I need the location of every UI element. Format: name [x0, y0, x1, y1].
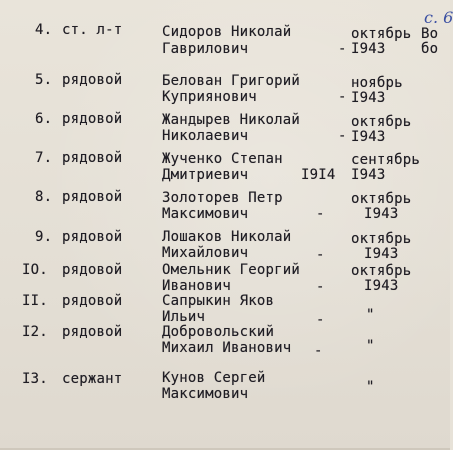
record-ditto-mark: "	[366, 307, 375, 323]
record-dash: -	[338, 89, 347, 105]
record-month: октябрь	[351, 191, 412, 207]
record-dash: -	[314, 343, 323, 359]
record-number: I2.	[22, 324, 48, 340]
record-ditto-mark: "	[366, 379, 375, 395]
record-year: I943	[351, 129, 386, 145]
record-number: 4.	[35, 22, 53, 38]
record-dash: -	[316, 247, 325, 263]
record-number: 9.	[35, 229, 53, 245]
record-number: 5.	[35, 72, 53, 88]
record-name-line2: Михайлович	[162, 245, 249, 261]
record-name-line2: Иванович	[162, 278, 232, 294]
record-rank: рядовой	[62, 189, 123, 205]
record-year: I943	[364, 206, 399, 222]
record-number: 8.	[35, 189, 53, 205]
record-name-line1: Кунов Сергей	[162, 370, 266, 386]
record-name-line1: Белован Григорий	[162, 73, 301, 89]
record-rank: рядовой	[62, 72, 123, 88]
record-year: I943	[351, 90, 386, 106]
record-rank: рядовой	[62, 111, 123, 127]
record-name-line2: Дмитриевич	[162, 167, 249, 183]
record-number: IO.	[22, 262, 48, 278]
record-year: I943	[351, 167, 386, 183]
record-number: II.	[22, 293, 48, 309]
record-number: 7.	[35, 150, 53, 166]
record-number: 6.	[35, 111, 53, 127]
record-name-line1: Сапрыкин Яков	[162, 293, 275, 309]
record-name-line1: Золоторев Петр	[162, 190, 283, 206]
record-dash: -	[338, 41, 347, 57]
record-name-line2: Максимович	[162, 206, 249, 222]
record-name-line1: Сидоров Николай	[162, 24, 292, 40]
record-year: I943	[351, 41, 386, 57]
record-rank: рядовой	[62, 262, 123, 278]
record-name-line1: Добровольский	[162, 324, 275, 340]
record-rank: рядовой	[62, 293, 123, 309]
record-number: I3.	[22, 371, 48, 387]
record-name-line2: Николаевич	[162, 128, 249, 144]
record-name-line2: Максимович	[162, 386, 249, 402]
record-rank: рядовой	[62, 324, 123, 340]
record-month: октябрь	[351, 26, 412, 42]
record-name-line2: Михаил Иванович	[162, 340, 292, 356]
margin-page-note: с. 6	[424, 8, 453, 27]
record-extra-line2: бо	[421, 41, 439, 57]
record-dash: -	[316, 312, 325, 328]
record-rank: сержант	[62, 371, 123, 387]
record-rank: ст. л-т	[62, 22, 123, 38]
record-birth-year: I9I4	[301, 167, 336, 183]
record-name-line1: Жученко Степан	[162, 151, 283, 167]
record-month: октябрь	[351, 114, 412, 130]
record-dash: -	[316, 206, 325, 222]
record-month: октябрь	[351, 231, 412, 247]
record-year: I943	[364, 278, 399, 294]
record-name-line2: Ильич	[162, 309, 206, 325]
record-name-line2: Гаврилович	[162, 41, 249, 57]
record-name-line1: Омельник Георгий	[162, 262, 301, 278]
record-dash: -	[338, 128, 347, 144]
record-ditto-mark: "	[366, 338, 375, 354]
record-month: ноябрь	[351, 75, 403, 91]
record-name-line1: Лошаков Николай	[162, 229, 292, 245]
record-rank: рядовой	[62, 229, 123, 245]
record-month: октябрь	[351, 263, 412, 279]
record-dash: -	[316, 279, 325, 295]
record-month: сентябрь	[351, 152, 421, 168]
record-rank: рядовой	[62, 150, 123, 166]
record-name-line2: Куприянович	[162, 89, 257, 105]
record-year: I943	[364, 246, 399, 262]
record-extra-line1: Во	[421, 26, 439, 42]
record-name-line1: Жандырев Николай	[162, 112, 301, 128]
